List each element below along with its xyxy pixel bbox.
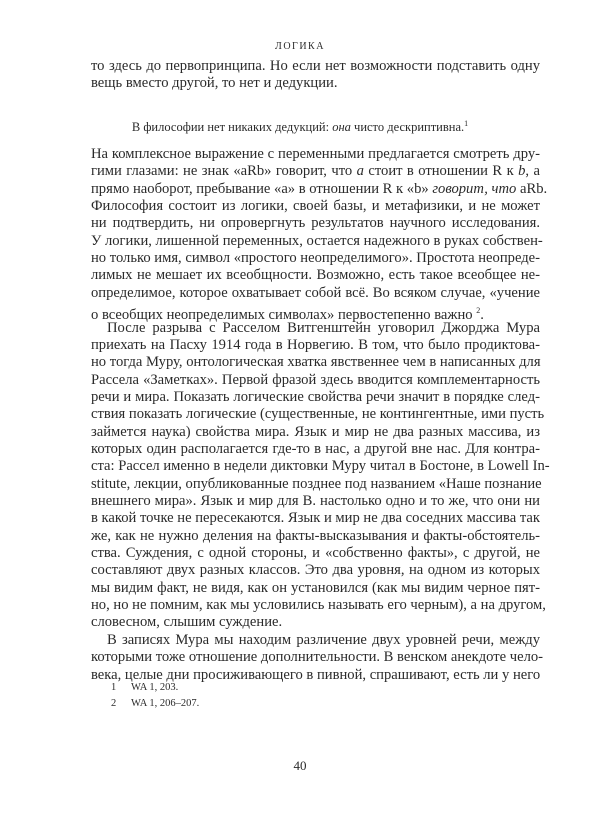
text-line: мы видим факт, не видя, как он установился (как мы видим черное пят-: [91, 579, 540, 596]
intro-paragraph: [91, 58, 540, 93]
text-line: составляют двух разных классов. Это два уровня, на одном из которых: [91, 562, 540, 579]
footnote-number: 1: [111, 682, 117, 693]
text-line: В записях Мура мы находим различение двух уровней речи, между: [107, 632, 540, 648]
text-line: После разрыва с Расселом Витгенштейн уговорил Джорджа Мура: [107, 319, 540, 336]
footnote-ref[interactable]: 1: [464, 119, 469, 128]
page-number: 40: [293, 758, 307, 773]
text-line: вещь вместо другой, то нет и дедукции.: [91, 75, 338, 92]
quote-text: чисто дескриптивна.: [350, 120, 465, 135]
text-line: то здесь до первопринципа. Но если нет возможности подставить одну: [91, 58, 540, 74]
text-line: которых один располагается где-то в нас, а другой вне нас. Для контра-: [91, 440, 540, 457]
footnote-2: [111, 698, 199, 709]
text-line: На комплексное выражение с переменными предлагается смотреть дру-: [91, 146, 540, 162]
text-line: о всеобщих неопределимых символах» первостепенно важно $^2$.: [91, 306, 484, 323]
text-line: займется наука) свойства мира. Язык и мир не два разных массива, из: [91, 423, 540, 440]
text-line: гими глазами: не знак «aRb» говорит, что a стоит в отношении R к b, а: [91, 163, 540, 180]
text-line: Рассела «Заметках». Первой фразой здесь вводится комплементарность: [91, 371, 540, 388]
footnote-ref[interactable]: 2: [476, 306, 481, 316]
text-line: stitute, лекции, опубликованные позднее под названием «Наше познание: [91, 475, 542, 492]
quote-italic: она: [332, 120, 351, 135]
text-line: ствия показать логические (существенные, не контингентные, ими пусть: [91, 406, 545, 423]
footnote-1: [111, 682, 178, 693]
paragraph-2: [91, 319, 550, 632]
text-line: Философия состоит из логики, своей базы, и метафизики, и не может: [91, 198, 540, 215]
text-line: приехать на Пасху 1914 года в Норвегию. В том, что было продиктова-: [91, 336, 540, 353]
footnote-text: WA 1, 206–207.: [131, 698, 200, 709]
text-line: же, как не нужно деления на факты-высказывания и факты-обстоятель-: [91, 527, 540, 544]
text-line: но, но не помним, как мы условились называть его черным), а на другом,: [91, 597, 546, 613]
text-line: но тогда Муру, онтологическая хватка явственнее чем в написанных для: [91, 354, 541, 371]
epigraph-quote: [0, 119, 600, 135]
text-line: но только имя, символ «простого неопределимого». Простота неопреде-: [91, 250, 540, 267]
text-line: лимых не мешает их всеобщности. Возможно, есть такое всеобщее не-: [91, 267, 540, 284]
running-head: ЛОГИКА: [275, 41, 325, 52]
paragraph-3: [91, 632, 544, 684]
text-line: которыми тоже отношение дополнительности. В венском анекдоте чело-: [91, 649, 544, 666]
footnote-text: WA 1, 203.: [131, 682, 179, 693]
text-line: речи и мира. Показать логические свойства речи значит в порядке след-: [91, 388, 540, 405]
text-line: ни подтвердить, ни опровергнуть результатов научного исследования.: [91, 215, 540, 232]
text-line: словесном, слышим суждение.: [91, 614, 283, 631]
footnote-number: 2: [111, 698, 117, 709]
text-line: У логики, лишенной переменных, остается надежного в руках собствен-: [91, 232, 543, 249]
paragraph-1: [91, 146, 548, 324]
text-line: прямо наоборот, пребывание «a» в отношении R к «b» говорит, что aRb.: [91, 180, 548, 197]
text-line: в какой точке не пересекаются. Язык и мир не два соседних массива так: [91, 510, 540, 527]
text-line: определимое, которое охватывает собой всё. Во всяком случае, «учение: [91, 284, 540, 301]
text-line: внешнего мира». Язык и мир для В. настолько одно и то же, что они ни: [91, 492, 540, 509]
quote-text: В философии нет никаких дедукций:: [131, 120, 333, 135]
text-line: ства. Суждения, с одной стороны, и «собственно факты», с другой, не: [91, 544, 540, 561]
text-line: века, целые дни просиживающего в пивной, спрашивают, есть ли у него: [91, 666, 541, 683]
text-line: ста: Рассел именно в недели диктовки Муру читал в Бостоне, в Lowell In-: [91, 458, 550, 475]
